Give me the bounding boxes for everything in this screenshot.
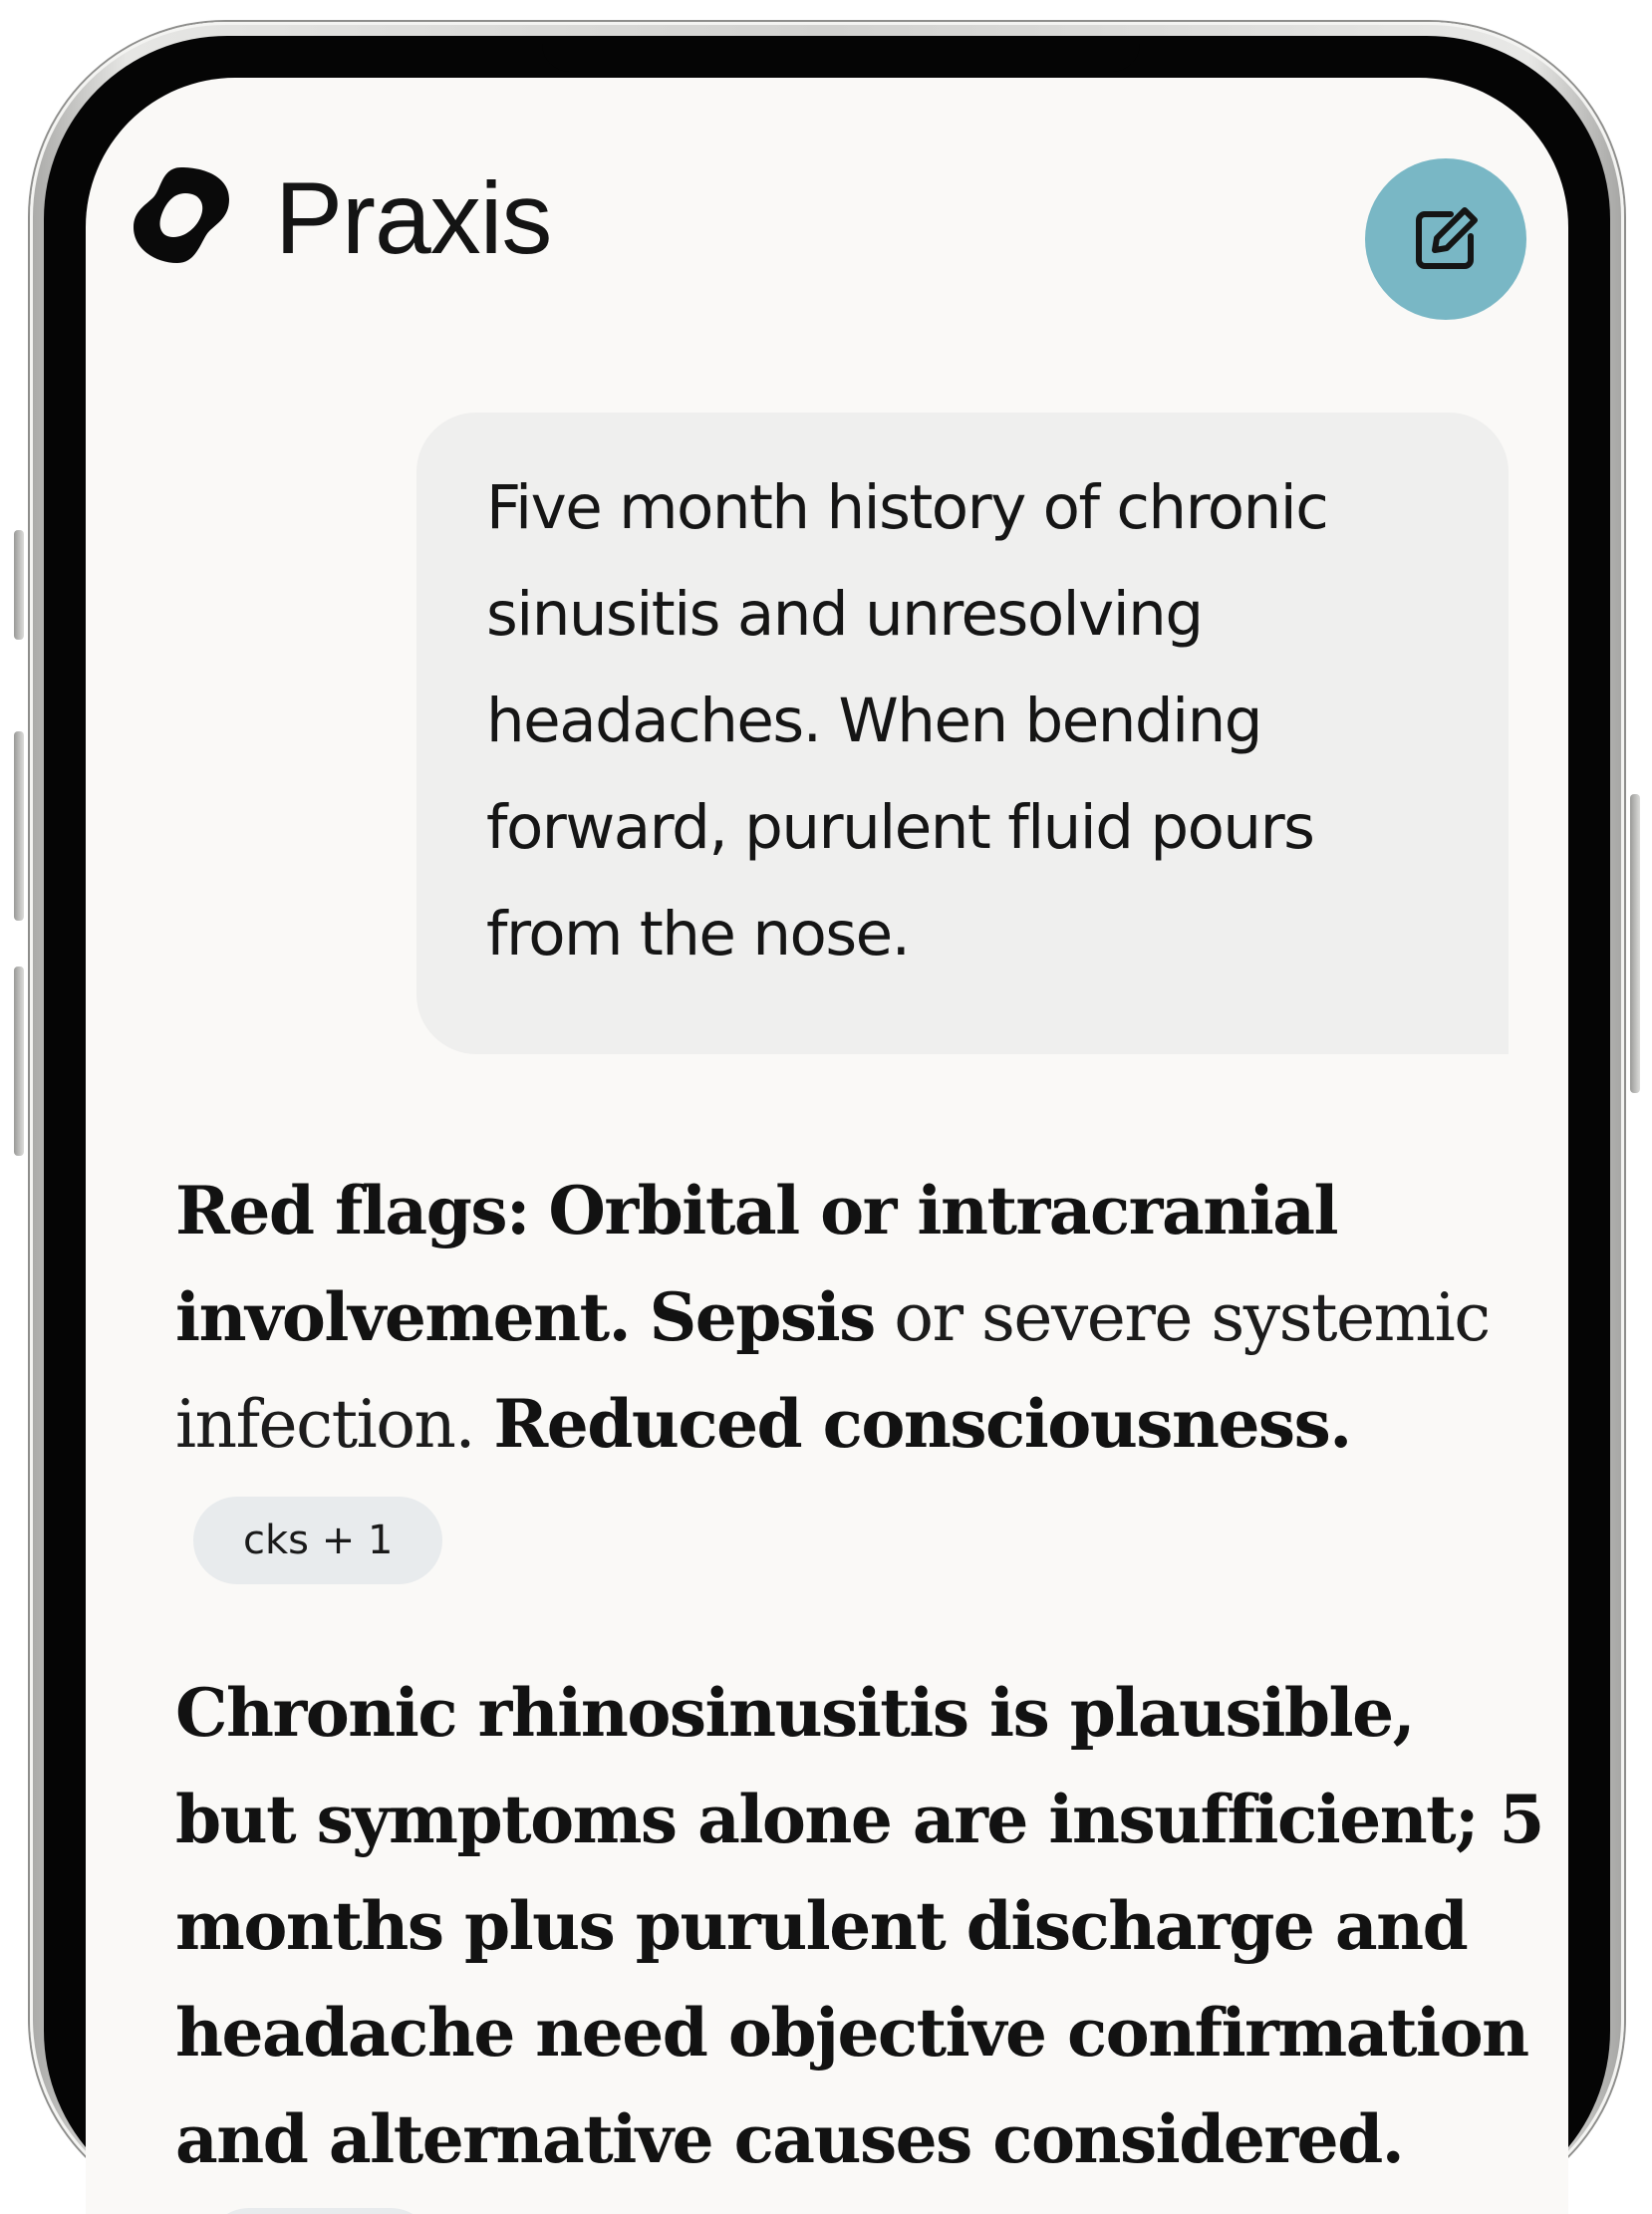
side-button bbox=[14, 731, 24, 921]
assessment-text: Chronic rhinosinusitis is plausible, but symptoms alone are insufficient; 5 months plus purulent discharge and headache need objective confirmation and alternative causes considered. bbox=[175, 1674, 1543, 2178]
side-button bbox=[14, 530, 24, 640]
app-screen bbox=[86, 78, 1568, 2214]
side-button bbox=[1630, 794, 1640, 1093]
app-header bbox=[86, 78, 1568, 317]
user-message-text: Five month history of chronic sinusitis and unresolving headaches. When bending forward, purulent fluid pours from the nose. bbox=[486, 472, 1328, 969]
citation-chip[interactable]: cks + 1 bbox=[193, 1497, 442, 1584]
user-message-bubble bbox=[416, 413, 1509, 1054]
phone-frame bbox=[30, 22, 1624, 2214]
red-flag-item: Orbital or intracranial involvement. bbox=[175, 1172, 1338, 1356]
app-title: Praxis bbox=[275, 161, 552, 275]
citation-chip[interactable] bbox=[205, 2208, 434, 2214]
compose-button[interactable] bbox=[1365, 158, 1526, 320]
red-flags-label: Red flags: bbox=[175, 1172, 529, 1249]
red-flag-item: Reduced consciousness. bbox=[493, 1385, 1351, 1463]
compose-edit-icon bbox=[1411, 204, 1481, 274]
red-flag-item-text: or severe systemic infection. bbox=[175, 1279, 1490, 1463]
assistant-response bbox=[175, 1158, 1550, 2214]
red-flag-item: Sepsis bbox=[649, 1278, 875, 1356]
praxis-logo-icon bbox=[126, 159, 237, 271]
assessment-paragraph bbox=[175, 1660, 1550, 2214]
phone-notch bbox=[542, 36, 1140, 72]
side-button bbox=[14, 967, 24, 1156]
red-flags-paragraph bbox=[175, 1158, 1550, 1584]
